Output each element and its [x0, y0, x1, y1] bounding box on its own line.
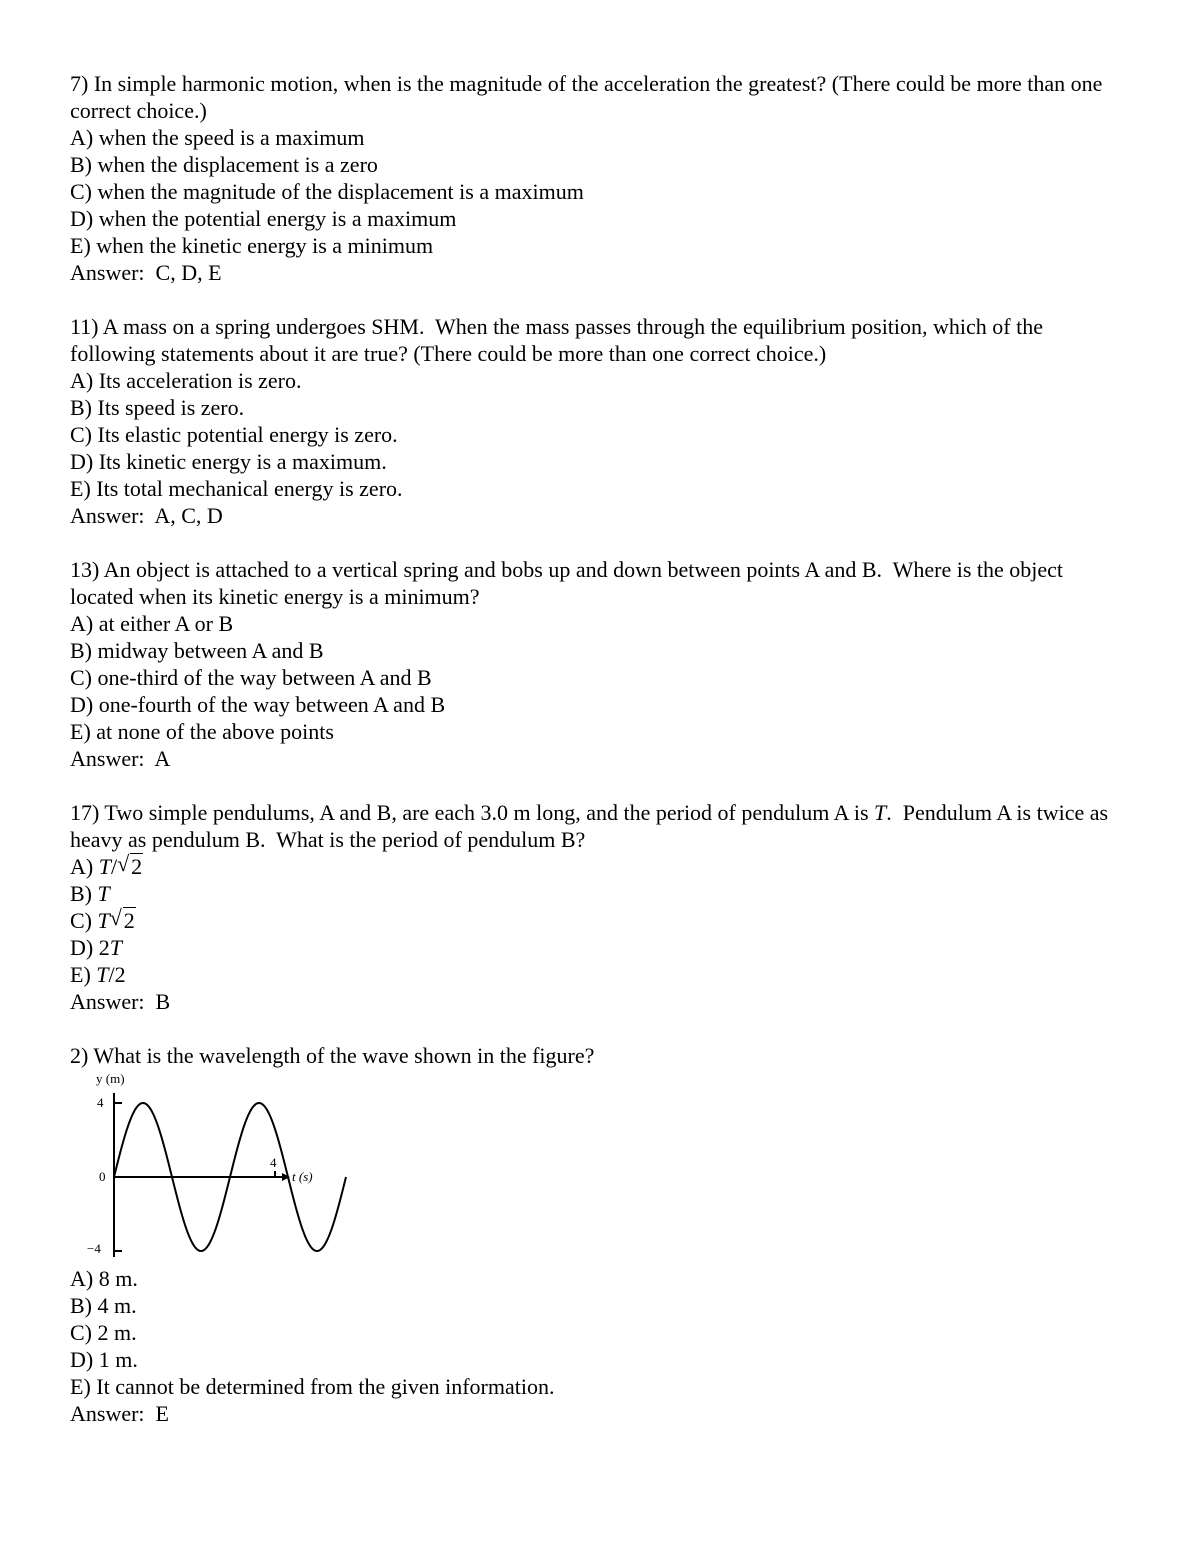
option-b: B) Its speed is zero.	[70, 395, 245, 420]
period-variable: T	[109, 935, 122, 960]
wave-graph	[70, 1071, 410, 1261]
answer: Answer: E	[70, 1401, 169, 1426]
period-variable: T	[97, 908, 110, 933]
radical-icon: √	[109, 905, 122, 930]
answer: Answer: C, D, E	[70, 260, 222, 285]
option-label: D) 2	[70, 935, 110, 960]
answer: Answer: B	[70, 989, 171, 1014]
option-b: B) when the displacement is a zero	[70, 152, 378, 177]
option-d: D) one-fourth of the way between A and B	[70, 692, 446, 717]
period-variable: T	[98, 854, 111, 879]
option-c	[70, 907, 1130, 934]
question-text	[70, 799, 1130, 853]
document-page	[70, 70, 1130, 1454]
question-text: 13) An object is attached to a vertical spring and bobs up and down between points A and B. Where is the object located when its kinetic energy is a minimum?	[70, 557, 1069, 609]
x-axis-label: t (s)	[292, 1169, 313, 1184]
option-e	[70, 961, 1130, 988]
option-c: C) when the magnitude of the displacement is a maximum	[70, 179, 584, 204]
question-7	[70, 70, 1130, 286]
option-c: C) 2 m.	[70, 1320, 137, 1345]
divide-two: /2	[108, 962, 126, 987]
option-d: D) when the potential energy is a maximum	[70, 206, 457, 231]
period-variable: T	[96, 962, 109, 987]
option-label: C)	[70, 908, 98, 933]
question-11	[70, 313, 1130, 529]
option-a: A) Its acceleration is zero.	[70, 368, 302, 393]
question-13	[70, 556, 1130, 772]
option-d	[70, 934, 1130, 961]
radical-icon: √	[117, 851, 130, 876]
y-tick-label-neg4: −4	[87, 1241, 101, 1256]
question-text-part-1: 17) Two simple pendulums, A and B, are each 3.0 m long, and the period of pendulum A is	[70, 800, 874, 825]
y-tick-label-0: 0	[99, 1169, 106, 1184]
y-axis-label: y (m)	[96, 1071, 125, 1086]
period-variable: T	[874, 800, 887, 825]
option-b	[70, 880, 1130, 907]
radicand: 2	[123, 908, 135, 933]
question-text: 7) In simple harmonic motion, when is the magnitude of the acceleration the greatest? (There could be more than one correct choice.)	[70, 71, 1108, 123]
option-c: C) one-third of the way between A and B	[70, 665, 432, 690]
option-a: A) 8 m.	[70, 1266, 138, 1291]
option-b: B) 4 m.	[70, 1293, 137, 1318]
divide-sign: /	[110, 854, 118, 879]
option-label: B)	[70, 881, 98, 906]
question-text: 2) What is the wavelength of the wave shown in the figure?	[70, 1043, 595, 1068]
wave-figure	[70, 1071, 1130, 1261]
question-17	[70, 799, 1130, 1015]
option-a	[70, 853, 1130, 880]
answer: Answer: A	[70, 746, 171, 771]
square-root	[110, 907, 136, 934]
question-text: 11) A mass on a spring undergoes SHM. When the mass passes through the equilibrium position, which of the following statements about it are true? (There could be more than one correct choice.)	[70, 314, 1049, 366]
radicand: 2	[131, 854, 143, 879]
option-e: E) when the kinetic energy is a minimum	[70, 233, 434, 258]
question-2	[70, 1042, 1130, 1427]
option-c: C) Its elastic potential energy is zero.	[70, 422, 398, 447]
square-root	[117, 853, 143, 880]
question-text-part-2: . Pendulum A is twice as heavy as pendulum B. What is the period of pendulum B?	[70, 800, 1114, 852]
option-b: B) midway between A and B	[70, 638, 324, 663]
x-tick-label-4: 4	[270, 1155, 277, 1170]
option-d: D) Its kinetic energy is a maximum.	[70, 449, 387, 474]
y-tick-label-4: 4	[97, 1095, 104, 1110]
option-e: E) It cannot be determined from the given information.	[70, 1374, 555, 1399]
option-a: A) when the speed is a maximum	[70, 125, 365, 150]
period-variable: T	[97, 881, 110, 906]
option-label: A)	[70, 854, 99, 879]
option-a: A) at either A or B	[70, 611, 234, 636]
option-e: E) Its total mechanical energy is zero.	[70, 476, 403, 501]
option-e: E) at none of the above points	[70, 719, 334, 744]
option-d: D) 1 m.	[70, 1347, 138, 1372]
answer: Answer: A, C, D	[70, 503, 223, 528]
option-label: E)	[70, 962, 97, 987]
